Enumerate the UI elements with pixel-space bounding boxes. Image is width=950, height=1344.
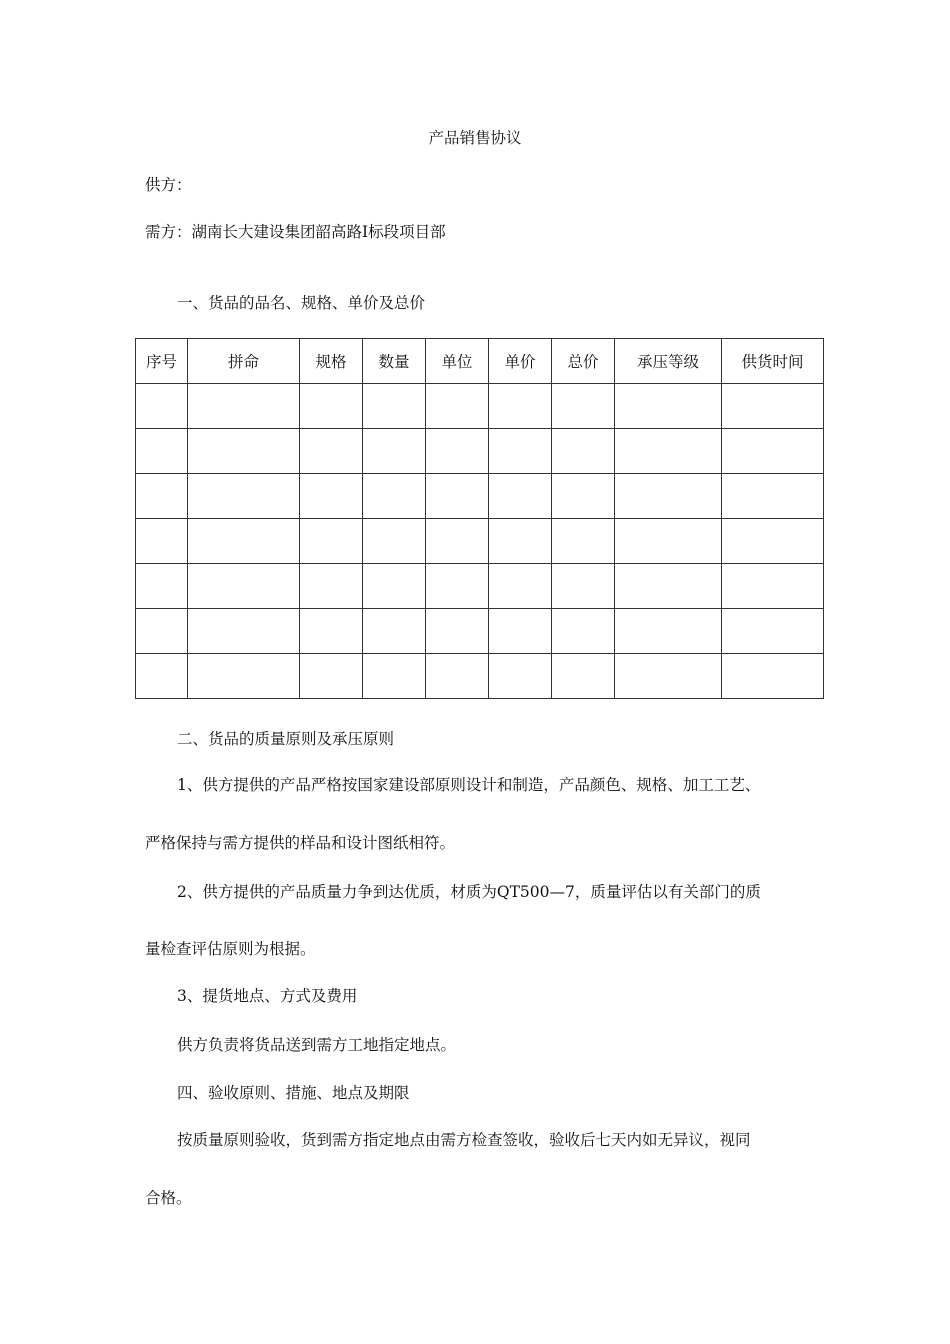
table-cell: [426, 654, 489, 699]
table-cell: [426, 519, 489, 564]
document-title: 产品销售协议: [428, 129, 522, 147]
goods-table-body: [136, 339, 824, 699]
table-cell: [615, 474, 722, 519]
paragraph-2-line-2: 量检查评估原则为根据。: [145, 940, 316, 958]
table-cell: [489, 564, 552, 609]
table-row: [136, 384, 824, 429]
table-cell: [300, 609, 363, 654]
table-cell: [300, 654, 363, 699]
table-cell: [615, 654, 722, 699]
table-cell: [722, 654, 824, 699]
column-header: 数量: [363, 339, 426, 384]
table-cell: [722, 429, 824, 474]
paragraph-4-line-1: 按质量原则验收，货到需方指定地点由需方检查签收，验收后七天内如无异议，视同: [177, 1131, 751, 1149]
column-header: 序号: [136, 339, 188, 384]
table-cell: [363, 474, 426, 519]
table-cell: [300, 519, 363, 564]
table-cell: [363, 609, 426, 654]
paragraph-2-line-1: 2、供方提供的产品质量力争到达优质，材质为QT500—7，质量评估以有关部门的质: [177, 883, 761, 901]
paragraph-3-heading: 3、提货地点、方式及费用: [177, 987, 358, 1005]
table-cell: [722, 384, 824, 429]
table-cell: [426, 384, 489, 429]
column-header: 总价: [552, 339, 615, 384]
table-cell: [552, 519, 615, 564]
table-cell: [136, 609, 188, 654]
table-cell: [188, 609, 300, 654]
table-cell: [722, 474, 824, 519]
column-header: 规格: [300, 339, 363, 384]
column-header: 单价: [489, 339, 552, 384]
table-cell: [426, 474, 489, 519]
table-cell: [615, 519, 722, 564]
buyer-line: 需方：湖南长大建设集团韶高路Ⅰ标段项目部: [145, 223, 446, 241]
table-row: [136, 564, 824, 609]
table-cell: [426, 564, 489, 609]
column-header: 拼命: [188, 339, 300, 384]
table-cell: [136, 564, 188, 609]
paragraph-4-line-2: 合格。: [145, 1189, 192, 1207]
table-cell: [363, 654, 426, 699]
table-row: [136, 429, 824, 474]
table-cell: [188, 564, 300, 609]
table-cell: [489, 609, 552, 654]
table-cell: [722, 519, 824, 564]
table-cell: [552, 564, 615, 609]
table-cell: [136, 429, 188, 474]
table-cell: [552, 474, 615, 519]
section-2-heading: 二、货品的质量原则及承压原则: [177, 730, 395, 748]
table-cell: [136, 519, 188, 564]
table-row: [136, 474, 824, 519]
table-cell: [188, 519, 300, 564]
section-1-heading: 一、货品的品名、规格、单价及总价: [177, 294, 426, 312]
table-cell: [188, 429, 300, 474]
table-cell: [300, 474, 363, 519]
section-4-heading: 四、验收原则、措施、地点及期限: [177, 1084, 410, 1102]
table-cell: [136, 474, 188, 519]
supplier-line: 供方：: [145, 176, 192, 194]
table-cell: [552, 429, 615, 474]
table-cell: [489, 429, 552, 474]
table-cell: [489, 384, 552, 429]
table-header-row: [136, 339, 824, 384]
table-cell: [188, 384, 300, 429]
table-cell: [552, 654, 615, 699]
table-cell: [722, 564, 824, 609]
table-cell: [363, 564, 426, 609]
table-cell: [426, 429, 489, 474]
paragraph-1-line-2: 严格保持与需方提供的样品和设计图纸相符。: [145, 834, 456, 852]
table-cell: [136, 654, 188, 699]
column-header: 供货时间: [722, 339, 824, 384]
table-cell: [489, 474, 552, 519]
table-cell: [188, 474, 300, 519]
table-row: [136, 654, 824, 699]
table-row: [136, 609, 824, 654]
table-cell: [136, 384, 188, 429]
table-cell: [300, 564, 363, 609]
table-cell: [363, 384, 426, 429]
table-cell: [615, 429, 722, 474]
table-cell: [489, 654, 552, 699]
table-row: [136, 519, 824, 564]
table-cell: [552, 609, 615, 654]
column-header: 单位: [426, 339, 489, 384]
paragraph-1-line-1: 1、供方提供的产品严格按国家建设部原则设计和制造，产品颜色、规格、加工工艺、: [177, 776, 761, 794]
table-cell: [615, 609, 722, 654]
table-cell: [300, 384, 363, 429]
goods-table: [135, 338, 824, 699]
table-cell: [615, 564, 722, 609]
column-header: 承压等级: [615, 339, 722, 384]
table-cell: [363, 429, 426, 474]
table-cell: [489, 519, 552, 564]
table-cell: [552, 384, 615, 429]
table-cell: [426, 609, 489, 654]
table-cell: [722, 609, 824, 654]
table-cell: [300, 429, 363, 474]
table-cell: [615, 384, 722, 429]
paragraph-3-text: 供方负责将货品送到需方工地指定地点。: [177, 1036, 457, 1054]
table-cell: [188, 654, 300, 699]
table-cell: [363, 519, 426, 564]
